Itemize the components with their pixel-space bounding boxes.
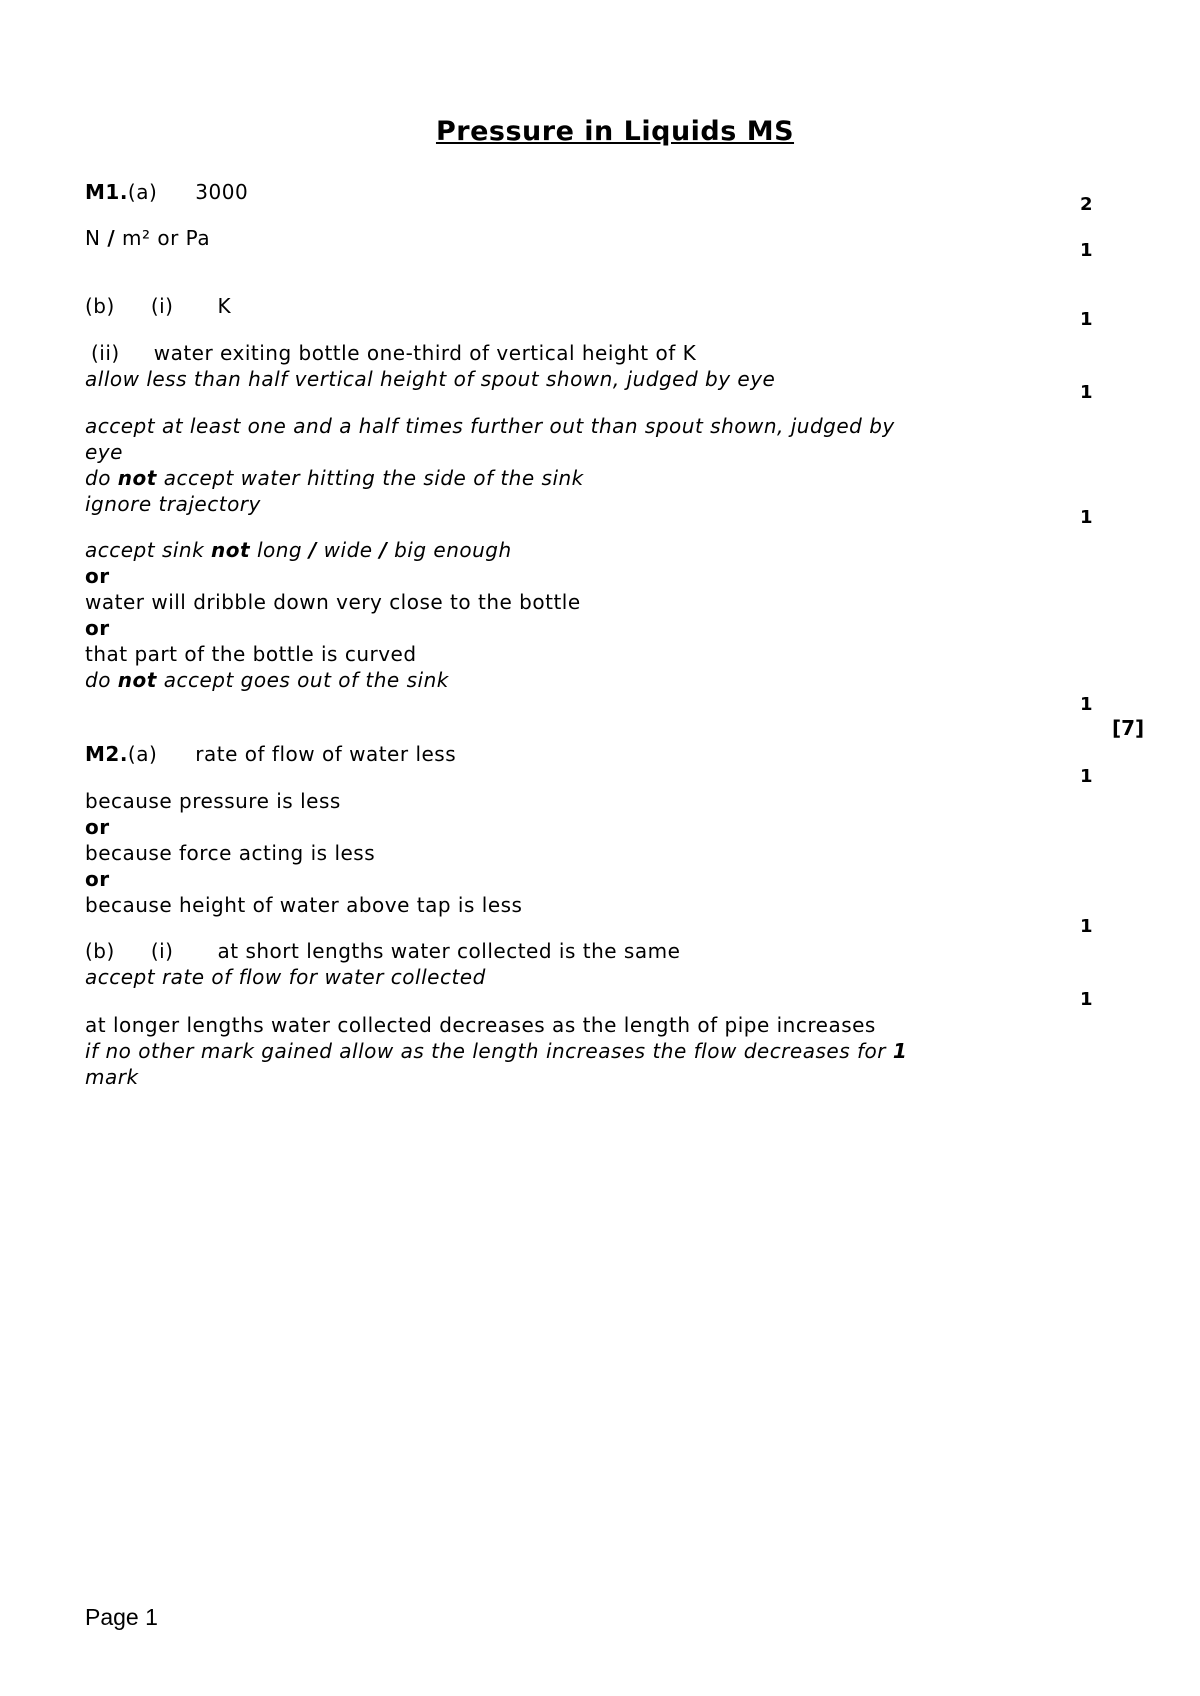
page-title: Pressure in Liquids MS bbox=[435, 116, 795, 147]
m2-a-line bbox=[85, 742, 456, 766]
guidance-note: ignore trajectory bbox=[85, 492, 261, 516]
m2-b-label: (b) bbox=[85, 939, 115, 963]
answer-line: because force acting is less bbox=[85, 841, 376, 865]
question-number-m1: M1. bbox=[85, 180, 128, 204]
mark-value: 1 bbox=[1080, 989, 1093, 1010]
m1-bi-line bbox=[85, 294, 231, 318]
m1-bi-label: (i) bbox=[150, 294, 174, 318]
m2-bi-answer: at short lengths water collected is the same bbox=[217, 939, 681, 963]
guidance-note: accept at least one and a half times further out than spout shown, judged by bbox=[85, 414, 895, 438]
guidance-note: do not accept water hitting the side of the sink bbox=[85, 466, 584, 490]
guidance-note: allow less than half vertical height of spout shown, judged by eye bbox=[85, 367, 776, 391]
mark-value: 1 bbox=[1080, 694, 1093, 715]
page-number-footer: Page 1 bbox=[85, 1604, 158, 1630]
answer-line: because height of water above tap is less bbox=[85, 893, 523, 917]
m2-a-label: (a) bbox=[127, 742, 158, 766]
answer-line: water will dribble down very close to the bottle bbox=[85, 590, 581, 614]
m2-bi-label: (i) bbox=[150, 939, 174, 963]
mark-value: 1 bbox=[1080, 916, 1093, 937]
m1-a-line bbox=[85, 180, 248, 204]
mark-value: 1 bbox=[1080, 507, 1093, 528]
answer-line: at longer lengths water collected decreases as the length of pipe increases bbox=[85, 1013, 876, 1037]
m1-bii-line bbox=[91, 341, 696, 365]
guidance-note: do not accept goes out of the sink bbox=[85, 668, 449, 692]
mark-value: 1 bbox=[1080, 382, 1093, 403]
m1-a-answer: 3000 bbox=[195, 180, 249, 204]
guidance-note: if no other mark gained allow as the length increases the flow decreases for 1 bbox=[85, 1039, 908, 1063]
m1-bi-answer: K bbox=[217, 294, 232, 318]
guidance-note: eye bbox=[85, 440, 123, 464]
m1-a-label: (a) bbox=[127, 180, 158, 204]
guidance-note: mark bbox=[85, 1065, 139, 1089]
m1-bii-label: (ii) bbox=[91, 341, 120, 365]
answer-line: because pressure is less bbox=[85, 789, 341, 813]
or-separator: or bbox=[85, 867, 110, 891]
question-total: [7] bbox=[1112, 716, 1145, 740]
guidance-note: accept rate of flow for water collected bbox=[85, 965, 486, 989]
or-separator: or bbox=[85, 616, 110, 640]
m2-a-answer: rate of flow of water less bbox=[195, 742, 457, 766]
question-number-m2: M2. bbox=[85, 742, 128, 766]
m1-b-label: (b) bbox=[85, 294, 115, 318]
answer-line: that part of the bottle is curved bbox=[85, 642, 417, 666]
mark-value: 1 bbox=[1080, 766, 1093, 787]
or-separator: or bbox=[85, 564, 110, 588]
mark-value: 2 bbox=[1080, 194, 1093, 215]
guidance-note: accept sink not long / wide / big enough bbox=[85, 538, 512, 562]
mark-value: 1 bbox=[1080, 240, 1093, 261]
or-separator: or bbox=[85, 815, 110, 839]
mark-value: 1 bbox=[1080, 309, 1093, 330]
m1-unit-line: N / m² or Pa bbox=[85, 226, 211, 250]
m2-bi-line bbox=[85, 939, 680, 963]
m1-bii-answer: water exiting bottle one-third of vertical height of K bbox=[153, 341, 697, 365]
